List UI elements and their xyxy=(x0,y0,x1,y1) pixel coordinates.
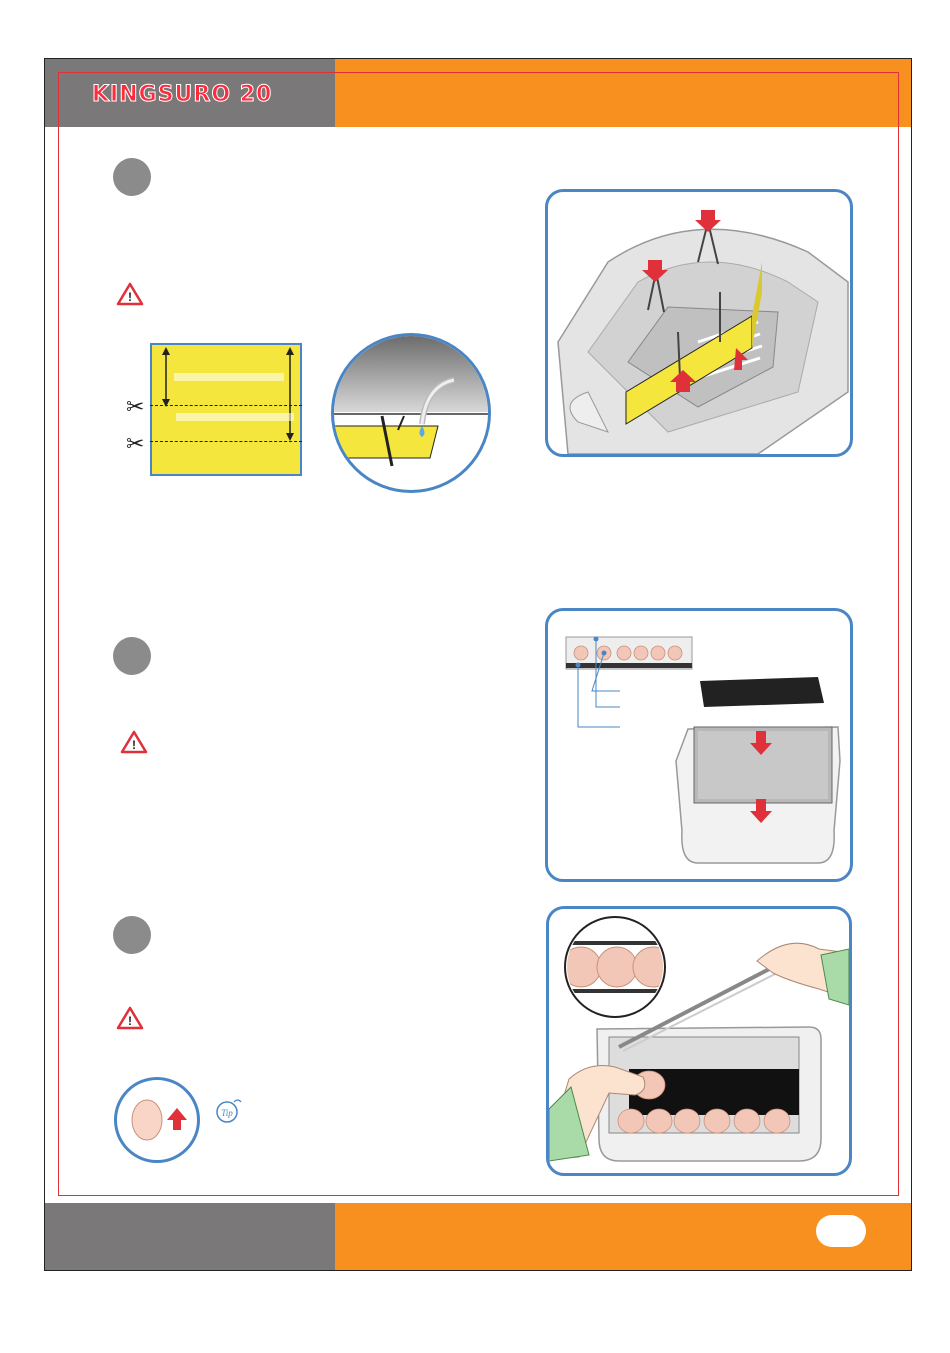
scissors-icon: ✂ xyxy=(126,394,145,419)
footer-grey-band xyxy=(45,1203,335,1270)
warning-triangle-icon xyxy=(116,282,144,306)
step-2-illustration-panel xyxy=(545,608,853,882)
svg-text:!: ! xyxy=(128,290,132,304)
cut-line-lower xyxy=(150,441,302,442)
water-drip-detail xyxy=(331,333,491,493)
humidity-pad-card xyxy=(150,343,302,476)
egg-orientation-circle xyxy=(114,1077,200,1163)
svg-text:!: ! xyxy=(128,1014,132,1028)
step-1-marker xyxy=(113,158,151,196)
page-number-badge xyxy=(816,1215,866,1247)
cut-line-upper xyxy=(150,405,302,406)
red-arrow-icon xyxy=(167,1108,187,1130)
header-orange-band xyxy=(335,59,911,127)
brand-logo: KINGSURO 20 xyxy=(92,82,273,107)
tip-chick-icon xyxy=(214,1096,244,1124)
step-3-illustration-panel xyxy=(546,906,852,1176)
step-1-illustration-panel xyxy=(545,189,853,457)
scissors-icon: ✂ xyxy=(126,431,145,456)
humidity-pad-arrows xyxy=(152,345,300,474)
svg-text:!: ! xyxy=(132,738,136,752)
warning-triangle-icon xyxy=(116,1006,144,1030)
svg-text:Tip: Tip xyxy=(221,1108,233,1118)
warning-triangle-icon xyxy=(120,730,148,754)
step-3-marker xyxy=(113,916,151,954)
step-2-marker xyxy=(113,637,151,675)
